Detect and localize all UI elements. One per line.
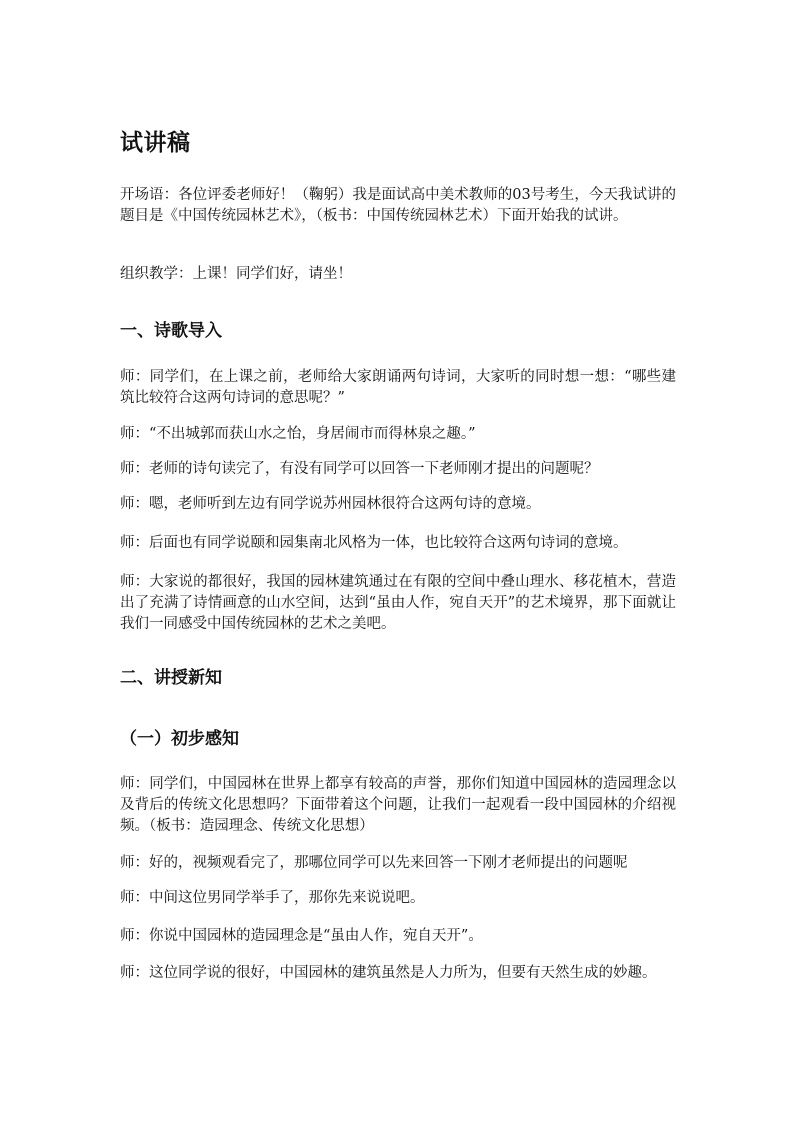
document-title: 试讲稿 — [120, 130, 191, 156]
paragraph: 师：中间这位男同学举手了，那你先来说说吧。 — [120, 890, 425, 906]
subsection-heading-1: （一）初步感知 — [120, 729, 239, 749]
organize-paragraph: 组织教学：上课！同学们好，请坐！ — [120, 266, 352, 282]
opening-paragraph: 开场语：各位评委老师好！（鞠躬）我是面试高中美术教师的03号考生，今天我试讲的题目是《中国传统园林艺术》，（板书：中国传统园林艺术）下面开始我的试讲。 — [120, 187, 676, 224]
paragraph: 师：老师的诗句读完了，有没有同学可以回答一下老师刚才提出的问题呢？ — [120, 461, 599, 477]
paragraph: 师：你说中国园林的造园理念是“虽由人作，宛自天开”。 — [120, 928, 483, 944]
paragraph: 师：同学们，中国园林在世界上都享有较高的声誉，那你们知道中国园林的造园理念以及背后的传统文化思想吗？下面带着这个问题，让我们一起观看一段中国园林的介绍视频。（板书：造园理念、传统文化思想） — [120, 776, 676, 834]
paragraph: 师：嗯，老师听到左边有同学说苏州园林很符合这两句诗的意境。 — [120, 496, 541, 512]
paragraph: 师：“不出城郭而获山水之怡，身居闹市而得林泉之趣。” — [120, 426, 476, 442]
paragraph: 师：这位同学说的很好，中国园林的建筑虽然是人力所为，但要有天然生成的妙趣。 — [120, 965, 657, 981]
section-heading-2: 二、讲授新知 — [120, 668, 222, 688]
paragraph: 师：好的，视频观看完了，那哪位同学可以先来回答一下刚才老师提出的问题呢 — [120, 855, 628, 871]
paragraph: 师：同学们，在上课之前，老师给大家朗诵两句诗词，大家听的同时想一想：“哪些建筑比较符合这两句诗词的意思呢？” — [120, 369, 676, 406]
paragraph: 师：后面也有同学说颐和园集南北风格为一体，也比较符合这两句诗词的意境。 — [120, 535, 628, 551]
paragraph: 师：大家说的都很好，我国的园林建筑通过在有限的空间中叠山理水、移花植木，营造出了充满了诗情画意的山水空间，达到“虽由人作，宛自天开”的艺术境界，那下面就让我们一同感受中国传统园林的艺术之美吧。 — [120, 574, 676, 632]
section-heading-1: 一、诗歌导入 — [120, 321, 222, 341]
